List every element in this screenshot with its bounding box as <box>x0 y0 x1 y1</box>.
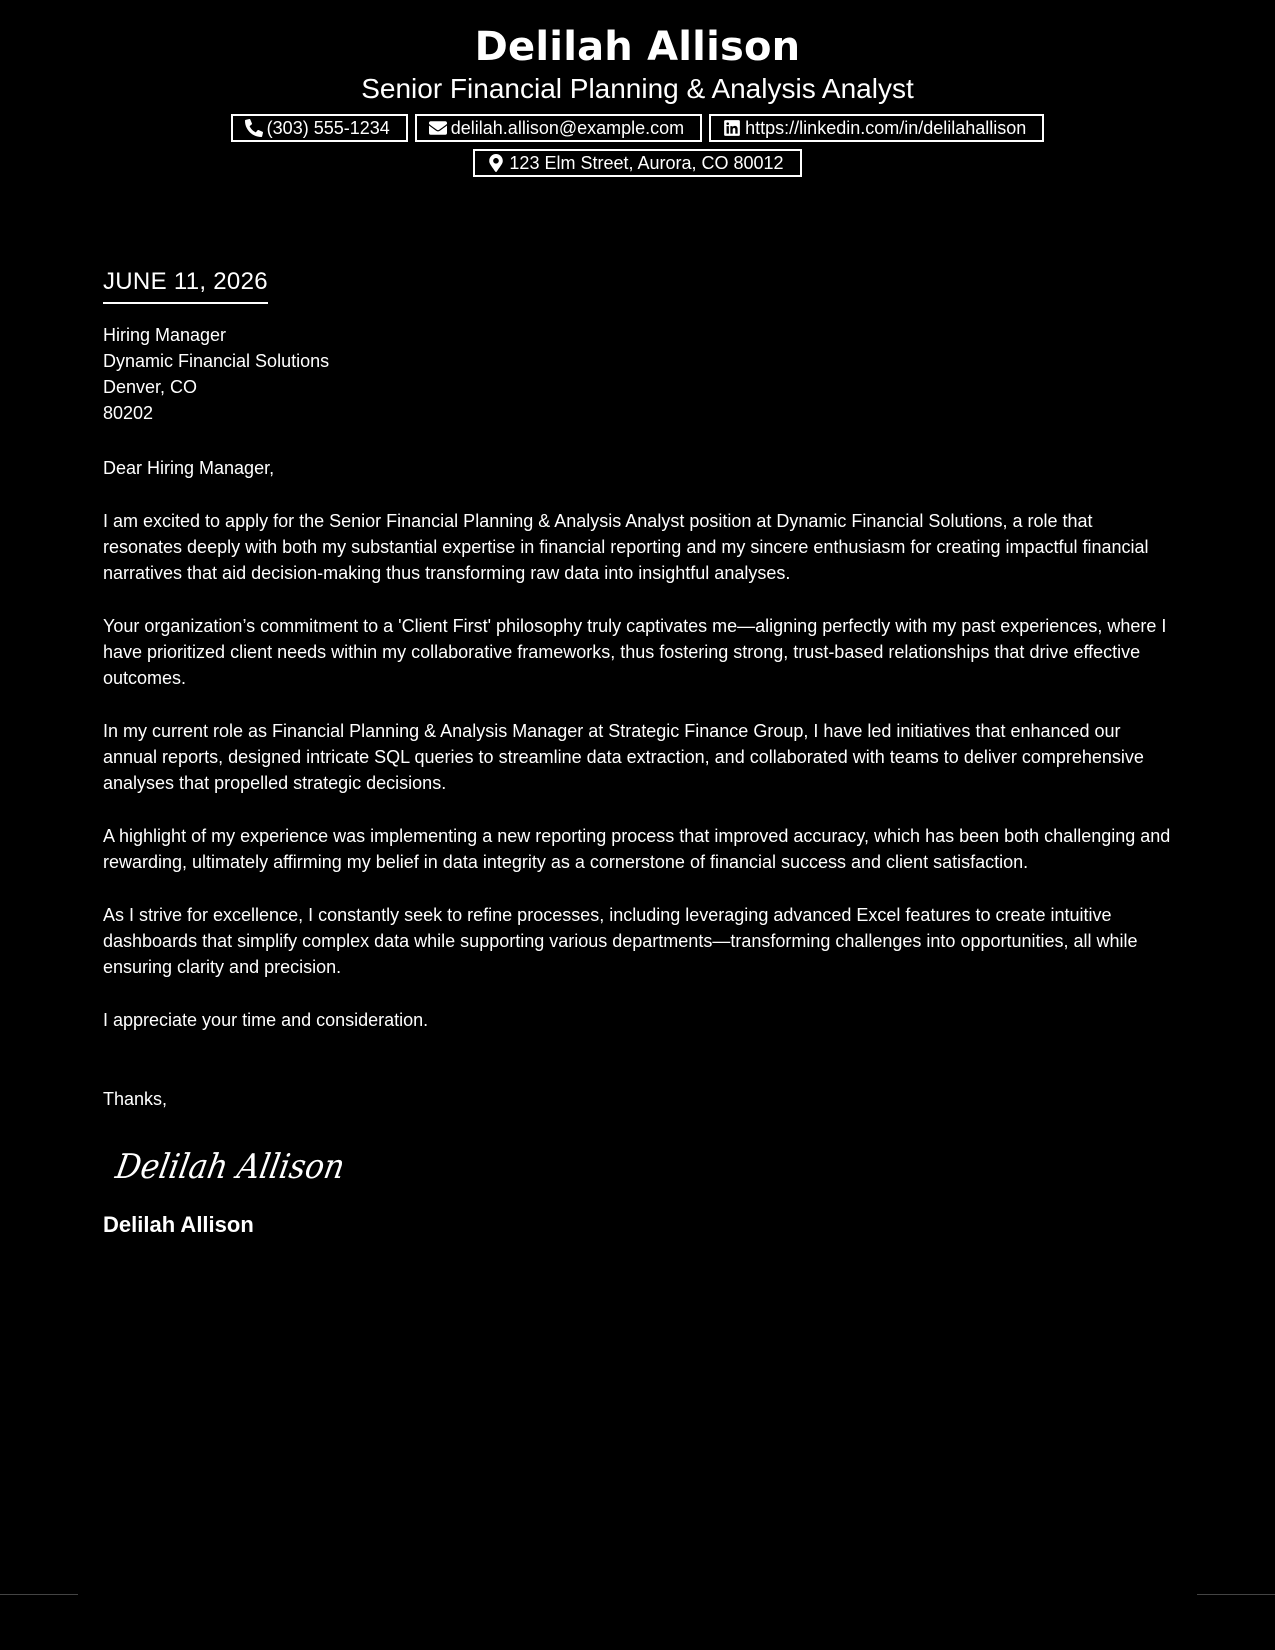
footer-divider-right <box>1197 1594 1275 1595</box>
footer-divider-left <box>0 1594 78 1595</box>
address-text: 123 Elm Street, Aurora, CO 80012 <box>509 152 784 173</box>
email-contact[interactable] <box>415 114 702 142</box>
applicant-name: Delilah Allison <box>474 24 801 70</box>
signature-image <box>111 1140 361 1192</box>
closing: Thanks, <box>103 1089 168 1109</box>
letter-date: JUNE 11, 2026 <box>103 266 268 304</box>
phone-text: (303) 555-1234 <box>266 117 390 138</box>
body-paragraph: As I strive for excellence, I constantly seek to refine processes, including leveraging advanced Excel features to create intuitive dashboards that simplify complex data while supporting various departments—transforming challenges into opportunities, all while ensuring clarity and precision. <box>103 905 1138 977</box>
body-paragraph: In my current role as Financial Planning & Analysis Manager at Strategic Finance Group, I have led initiatives that enhanced our annual reports, designed intricate SQL queries to streamline data extraction, and collaborated with teams to deliver comprehensive analyses that propelled strategic decisions. <box>103 721 1144 793</box>
applicant-title: Senior Financial Planning & Analysis Analyst <box>361 73 914 104</box>
salutation: Dear Hiring Manager, <box>103 458 275 478</box>
address-contact[interactable] <box>473 149 801 177</box>
linkedin-text: https://linkedin.com/in/delilahallison <box>745 117 1027 138</box>
body-paragraph: Your organization’s commitment to a 'Client First' philosophy truly captivates me—aligning perfectly with my past experiences, where I have prioritized client needs within my collaborative frameworks, thus fostering strong, trust-based relationships that drive effective outcomes. <box>103 616 1167 688</box>
letter-body <box>103 266 1173 1239</box>
body-paragraph: A highlight of my experience was implementing a new reporting process that improved accuracy, which has been both challenging and rewarding, ultimately affirming my belief in data integrity as a cornerstone of financial success and client satisfaction. <box>103 826 1171 872</box>
linkedin-contact[interactable] <box>709 114 1044 142</box>
envelope-icon <box>429 119 447 137</box>
map-marker-icon <box>487 154 505 172</box>
phone-icon <box>245 119 263 137</box>
phone-contact[interactable] <box>231 114 408 142</box>
recipient-city: Denver, CO <box>103 377 198 397</box>
signature-text: Delilah Allison <box>112 1147 361 1187</box>
recipient-zip: 80202 <box>103 403 154 423</box>
email-text: delilah.allison@example.com <box>450 117 685 138</box>
letter-header <box>0 0 1275 177</box>
contact-row-primary <box>0 114 1275 142</box>
body-paragraph: I am excited to apply for the Senior Financial Planning & Analysis Analyst position at Dynamic Financial Solutions, a role that resonates deeply with both my substantial expertise in financial reporting and my sincere enthusiasm for creating impactful financial narratives that aid decision-making thus transforming raw data into insightful analyses. <box>103 511 1149 583</box>
recipient-block <box>103 322 1173 426</box>
recipient-company: Dynamic Financial Solutions <box>103 351 330 371</box>
linkedin-icon <box>723 119 741 137</box>
body-paragraph: I appreciate your time and consideration. <box>103 1010 429 1030</box>
signer-name: Delilah Allison <box>103 1212 254 1237</box>
recipient-name: Hiring Manager <box>103 325 227 345</box>
contact-row-secondary <box>0 149 1275 177</box>
